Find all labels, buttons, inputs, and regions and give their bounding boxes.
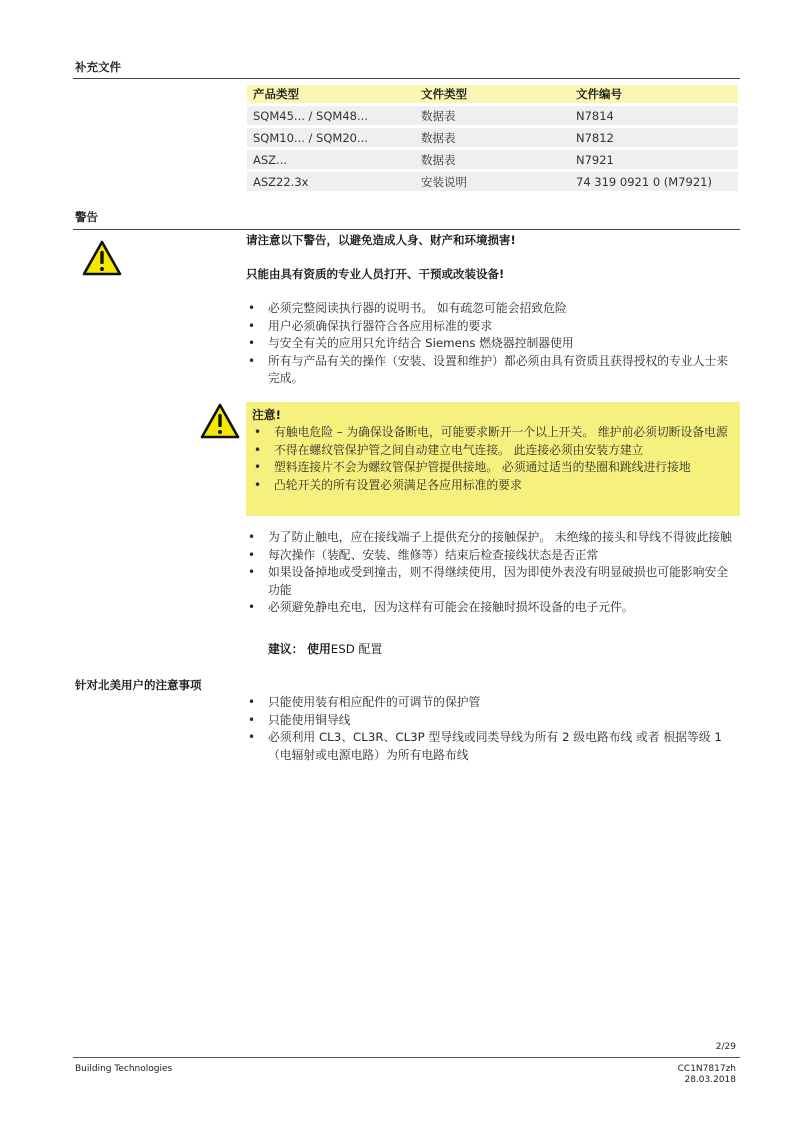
table-cell: SQM10... / SQM20... (247, 128, 415, 147)
divider (73, 229, 740, 230)
table-header-row (247, 85, 738, 103)
table-header: 文件类型 (415, 85, 570, 103)
page-number: 2/29 (715, 1042, 736, 1052)
section-title-warning: 警告 (75, 210, 98, 224)
warning-bullet-list (246, 300, 736, 388)
notice-bullet-list (252, 424, 734, 494)
list-item: • 必须完整阅读执行器的说明书。 如有疏忽可能会招致危险 (246, 300, 736, 318)
table-cell: 安装说明 (415, 172, 570, 191)
table-row (247, 150, 738, 169)
table-cell: SQM45... / SQM48... (247, 106, 415, 125)
recommend-bold: 使用 (307, 642, 331, 656)
table-cell: N7921 (570, 150, 738, 169)
table-row (247, 106, 738, 125)
safety-bullet-list (246, 529, 736, 617)
company-name: Building Technologies (75, 1064, 173, 1074)
north-america-bullet-list (246, 694, 736, 764)
section-title-north-america: 针对北美用户的注意事项 (75, 678, 202, 692)
list-item: • 与安全有关的应用只允许结合 Siemens 燃烧器控制器使用 (246, 335, 736, 353)
list-item: • 每次操作（装配、安装、维修等）结束后检查接线状态是否正常 (246, 547, 736, 565)
document-id: CC1N7817zh (677, 1064, 736, 1074)
list-item: • 塑料连接片不会为螺纹管保护管提供接地。 必须通过适当的垫圈和跳线进行接地 (252, 459, 734, 477)
documents-table (247, 82, 738, 194)
table-header: 文件编号 (570, 85, 738, 103)
list-item: • 有触电危险 – 为确保设备断电，可能要求断开一个以上开关。 维护前必须切断设备电源 (252, 424, 734, 442)
table-cell: 数据表 (415, 106, 570, 125)
list-item: • 所有与产品有关的操作（安装、设置和维护）都必须由具有资质且获得授权的专业人士来完成。 (246, 353, 736, 388)
notice-box (246, 402, 740, 516)
divider (73, 78, 740, 79)
document-date: 28.03.2018 (684, 1075, 736, 1085)
table-row (247, 172, 738, 191)
recommendation (268, 640, 382, 657)
section-title-supplementary: 补充文件 (75, 60, 121, 74)
table-cell: ASZ... (247, 150, 415, 169)
list-item: • 凸轮开关的所有设置必须满足各应用标准的要求 (252, 477, 734, 495)
table-cell: N7814 (570, 106, 738, 125)
list-item: • 只能使用装有相应配件的可调节的保护管 (246, 694, 736, 712)
table-cell: 数据表 (415, 150, 570, 169)
table-cell: N7812 (570, 128, 738, 147)
recommend-label: 建议： (268, 642, 304, 656)
list-item: • 为了防止触电，应在接线端子上提供充分的接触保护。 未绝缘的接头和导线不得彼此接触 (246, 529, 736, 547)
list-item: • 必须避免静电充电，因为这样有可能会在接触时损坏设备的电子元件。 (246, 599, 736, 617)
notice-title: 注意! (252, 408, 281, 422)
list-item: • 如果设备掉地或受到撞击，则不得继续使用，因为即使外表没有明显破损也可能影响安全功能 (246, 564, 736, 599)
table-row (247, 128, 738, 147)
warning-triangle-icon (82, 240, 122, 276)
list-item: • 用户必须确保执行器符合各应用标准的要求 (246, 318, 736, 336)
table-cell: 74 319 0921 0 (M7921) (570, 172, 738, 191)
table-cell: 数据表 (415, 128, 570, 147)
warning-subheading: 只能由具有资质的专业人员打开、干预或改装设备! (246, 267, 505, 281)
table-cell: ASZ22.3x (247, 172, 415, 191)
footer-divider (73, 1057, 740, 1058)
list-item: • 只能使用铜导线 (246, 712, 736, 730)
recommend-text: ESD 配置 (330, 642, 383, 656)
warning-heading: 请注意以下警告，以避免造成人身、财产和环境损害! (246, 233, 516, 247)
list-item: • 必须利用 CL3、CL3R、CL3P 型导线或同类导线为所有 2 级电路布线 或者 根据等级 1（电辐射或电源电路）为所有电路布线 (246, 729, 736, 764)
table-header: 产品类型 (247, 85, 415, 103)
caution-triangle-icon (200, 403, 240, 439)
list-item: • 不得在螺纹管保护管之间自动建立电气连接。 此连接必须由安装方建立 (252, 442, 734, 460)
